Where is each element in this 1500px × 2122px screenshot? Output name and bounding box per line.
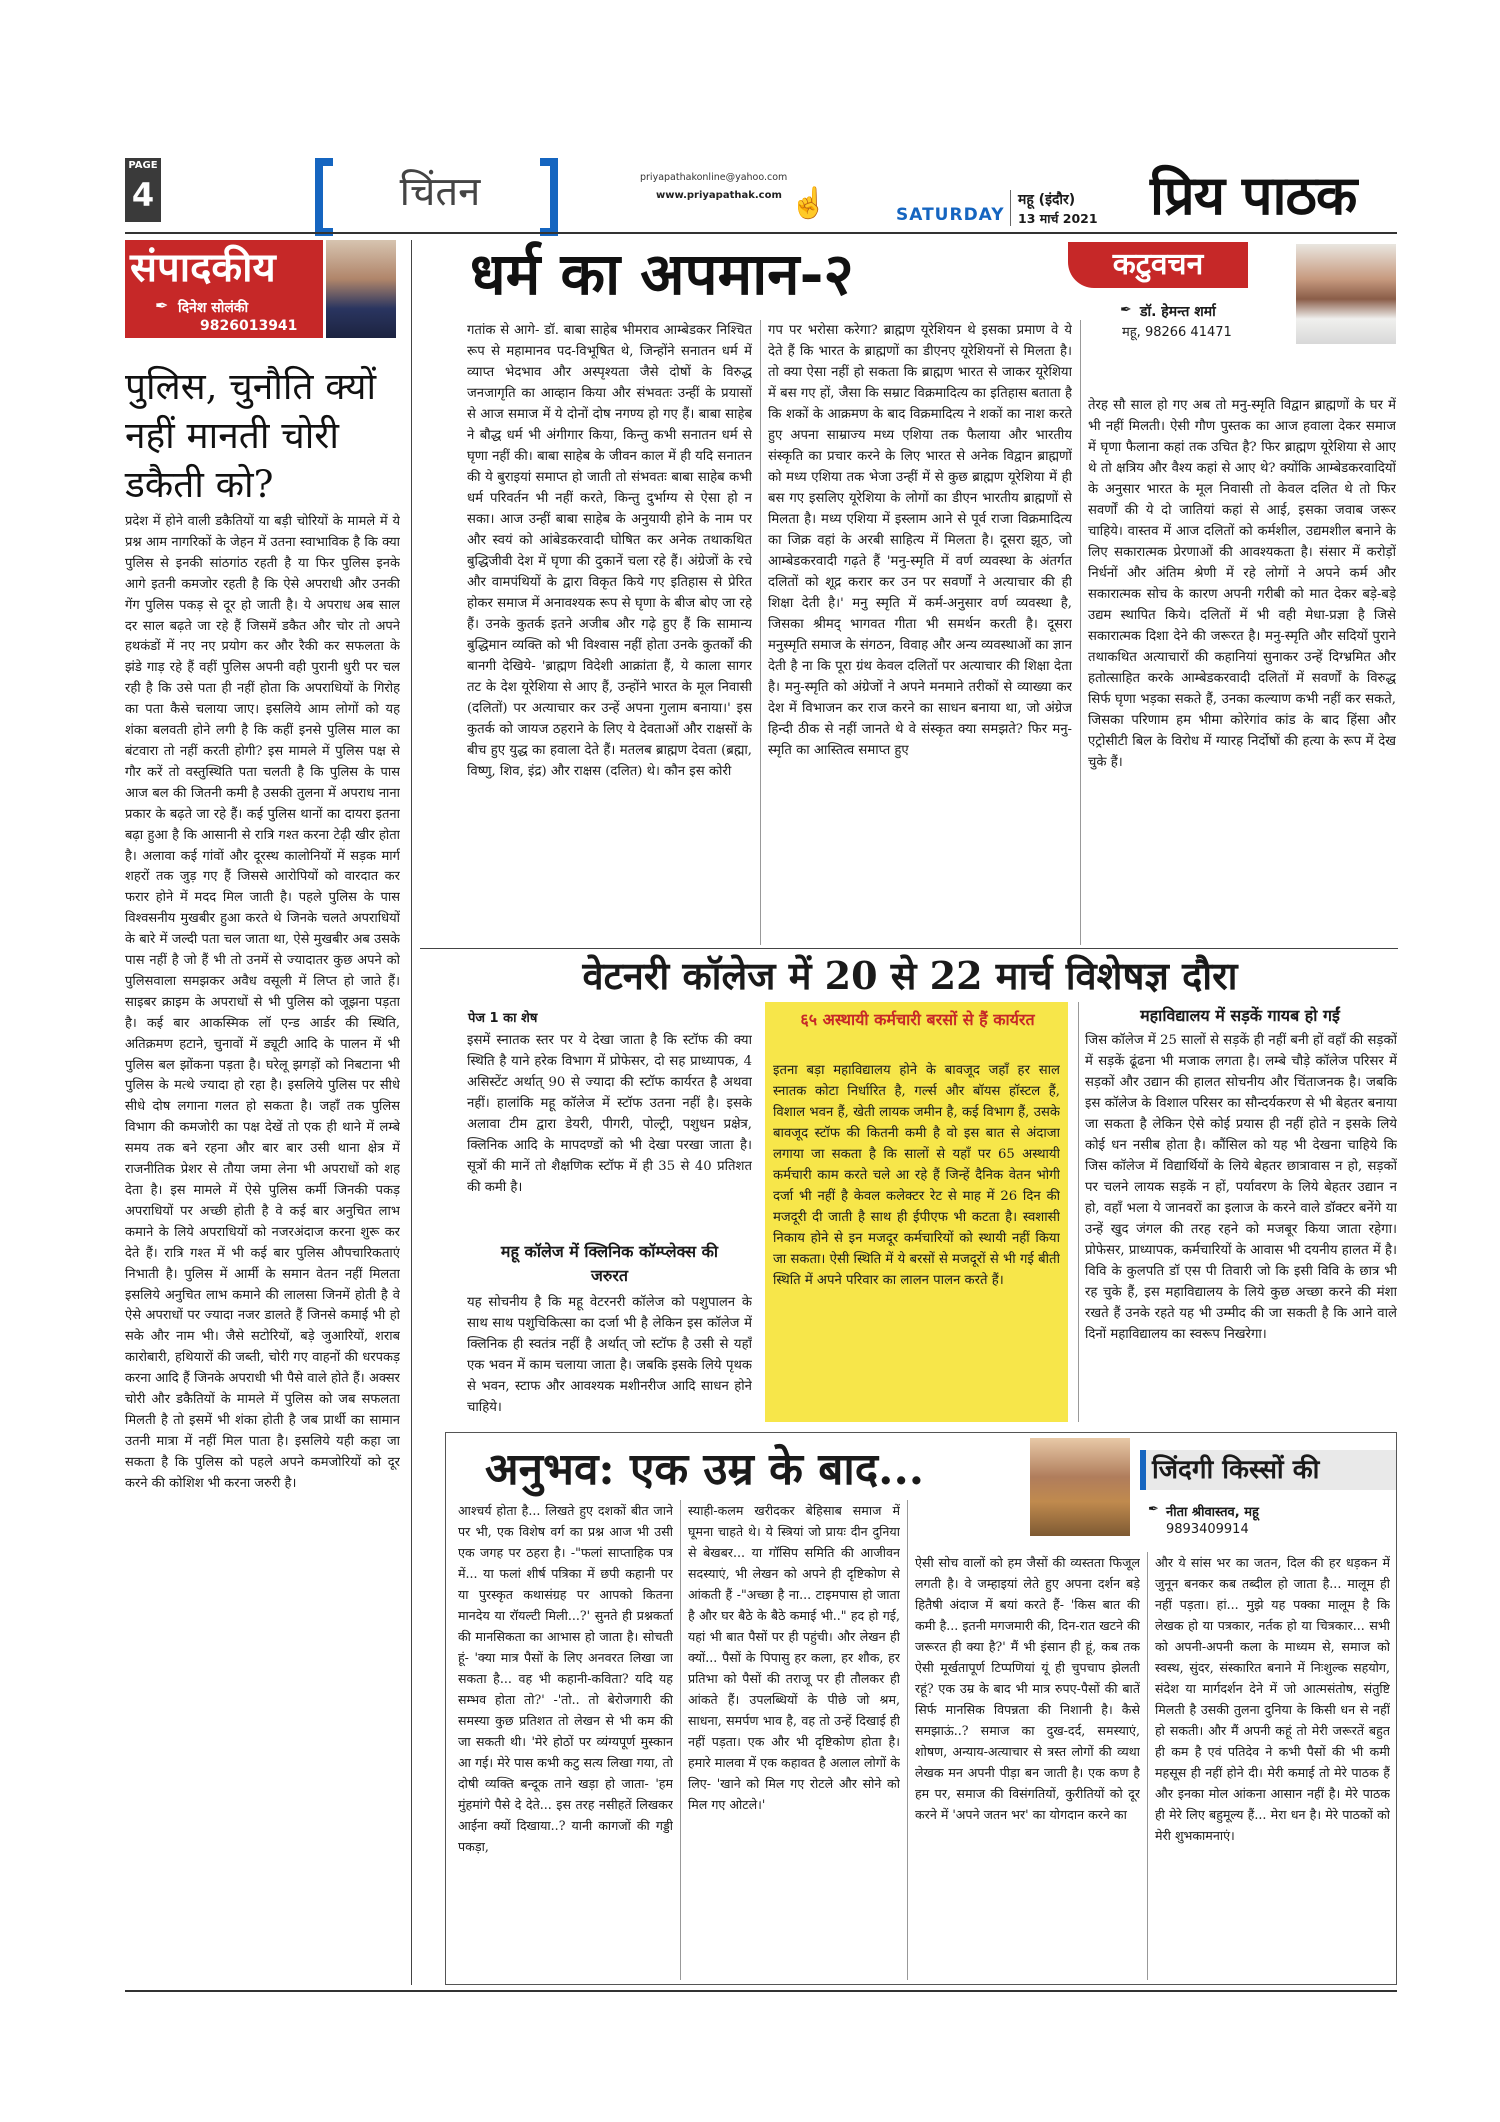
lead-col-2: गप पर भरोसा करेगा? ब्राह्मण यूरेशियन थे इसका प्रमाण वे ये देते हैं कि भारत के ब्राह्मणों का डीएनए यूरेशियनों से मिलता है। तो क्या ऐसा नहीं हो सकता कि ब्राह्मण भारत से जाकर यूरेशिया में बस गए हों, जैसा कि सम्राट विक्रमादित्य का इतिहास बताता है कि शकों के आक्रमण के बाद विक्रमादित्य ने शकों का नाश करते हुए अपना साम्राज्य मध्य एशिया तक फैलाया और भारतीय संस्कृति का प्रचार करने के लिए भारत से अनेक विद्वान ब्राह्मणों को मध्य एशिया तक भेजा उन्हीं में से कुछ ब्राह्मण यूरेशिया में ही बस गए इसलिए यूरेशिया के लोगों का डीएन भारतीय ब्राह्मणों से मिलता है। मध्य एशिया में इस्लाम आने से पूर्व राजा विक्रमादित्य का जिक्र वहां के अरबी साहित्य में मिलता है। दूसरा झूठ, जो आम्बेडकरवादी गढ़ते हैं 'मनु-स्मृति में वर्ण व्यवस्था के अंतर्गत दलितों को शूद्र करार कर उन पर सवर्णों ने अत्याचार की ही शिक्षा देती है।' मनु स्मृति में कर्म-अनुसार वर्ण व्यवस्था है, जिसका श्रीमद् भागवत गीता भी समर्थन करती है। दूसरा मनुस्मृति समाज के संगठन, विवाह और अन्य व्यवस्थाओं का ज्ञान देती है ना कि पूरा ग्रंथ केवल दलितों पर अत्याचार की शिक्षा देता है। मनु-स्मृति को अंग्रेजों ने अपने मनमाने तरीकों से व्याख्या कर देश में विभाजन कर राज करने का साधन बनाया था, जो अंग्रेज हिन्दी ठीक से नहीं जानते थे वे संस्कृत क्या समझते? फिर मनु-स्मृति का आस्तित्व समाप्त हुए: [768, 323, 1072, 758]
katuvachan-text: कटुवचन: [1112, 247, 1204, 282]
section-title: चिंतन: [399, 169, 481, 215]
anubhav-divider-3: [1147, 1552, 1148, 1980]
vet-col-1a: इसमें स्नातक स्तर पर ये देखा जाता है कि स्टॉफ की क्या स्थिति है याने हरेक विभाग में प्रोफेसर, दो सह प्राध्यापक, 4 असिस्टेंट अर्थात् 90 से ज्यादा की स्टॉफ कार्यरत है अथवा नहीं। हालांकि महू कॉलेज में स्टॉफ उतना नहीं है। इसके अलावा टीम द्वारा डेयरी, पीगरी, पोल्ट्री, पशुधन प्रक्षेत्र, क्लिनिक आदि के मापदण्डों को भी देखा परखा जाता है। सूत्रों की मानें तो शैक्षणिक स्टॉफ में ही 35 से 40 प्रतिशत की कमी है।: [467, 1033, 752, 1195]
editorial-phone: 9826013941: [200, 318, 298, 334]
lead-headline: धर्म का अपमान-२: [470, 240, 854, 308]
vet-col3-title: महाविद्यालय में सड़कें गायब हो गईं: [1140, 1006, 1340, 1025]
vet-col-3: जिस कॉलेज में 25 सालों से सड़कें ही नहीं बनी हों वहाँ की सड़कों में सड़कें ढूंढना भी मजाक लगता है। लम्बे चौड़े कॉलेज परिसर में सड़कों और उद्यान की हालत सोचनीय और चिंताजनक है। जबकि इस कॉलेज के विशाल परिसर का सौन्दर्यकरण से भी बेहतर बनाया जा सकता है लेकिन ऐसे कोई प्रयास ही नहीं होते न इसके लिये कोई धन नसीब होता है। कौंसिल को यह भी देखना चाहिये कि जिस कॉलेज में विद्यार्थियों के लिये बेहतर छात्रावास न हो, सड़कों पर चलने लायक सड़कें न हों, पर्यावरण के लिये बेहतर उद्यान न हो, वहाँ भला ये जानवरों का इलाज के करने वाले डॉक्टर बनेंगे या उन्हें खुद जंगल की तरह रहने को मजबूर किया जाता रहेगा। प्रोफेसर, प्राध्यापक, कर्मचारियों के आवास भी दयनीय हालत में है। विवि के कुलपति डॉ एस पी तिवारी जो कि इसी विवि के छात्र भी रह चुके हैं, इस महाविद्यालय के लिये कुछ अच्छा करने की मंशा रखते हैं उनके रहते यह भी उम्मीद की जा सकती है कि आने वाले दिनों महाविद्यालय का स्वरूप निखरेगा।: [1085, 1033, 1397, 1342]
bracket-right: [540, 158, 558, 236]
anubhav-col-4: और ये सांस भर का जतन, दिल की हर धड़कन में जुनून बनकर कब तब्दील हो जाता है... मालूम ही नहीं पड़ता। हां... मुझे यह पक्का मालूम है कि लेखक हो या पत्रकार, नर्तक हो या चित्रकार... सभी को अपनी-अपनी कला के माध्यम से, समाज को स्वस्थ, सुंदर, संस्कारित बनाने में निःशुल्क सहयोग, संदेश या मार्गदर्शन देने में जो आत्मसंतोष, संतुष्टि मिलती है उसकी तुलना दुनिया के किसी धन से नहीं हो सकती। और मैं अपनी कहूं तो मेरी जरूरतें बहुत ही कम है एवं पतिदेव ने कभी पैसों की भी कमी महसूस ही नहीं होने दी। मेरी कमाई तो मेरे पाठक हैं और इनका मोल आंकना आसान नहीं है। मेरे पाठक ही मेरे लिए बहुमूल्य हैं... मेरा धन है। मेरे पाठकों को मेरी शुभकामनाएं।: [1155, 1555, 1390, 1843]
header-divider: [1010, 190, 1011, 226]
anubhav-author-photo: [1030, 1438, 1130, 1536]
lead-bottom-rule: [420, 948, 1398, 949]
vet-divider: [1078, 1002, 1079, 1422]
website-text[interactable]: www.priyapathak.com: [656, 190, 782, 201]
pen-icon-lead: ✒: [1120, 302, 1132, 318]
anubhav-author: नीता श्रीवास्तव, महू: [1166, 1505, 1259, 1520]
vet-headline: वेटनरी कॉलेज में 20 से 22 मार्च विशेषज्ञ दौरा: [582, 953, 1238, 998]
city-label: महू (इंदौर): [1018, 192, 1076, 208]
email-text: priyapathakonline@yahoo.com: [640, 172, 788, 183]
pen-icon-anubhav: ✒: [1148, 1502, 1159, 1517]
page-label: PAGE: [128, 160, 158, 171]
vet-kicker: पेज 1 का शेष: [468, 1011, 538, 1026]
anubhav-divider-2: [907, 1500, 908, 1980]
date-label: 13 मार्च 2021: [1018, 211, 1098, 226]
page-number: 4: [131, 176, 155, 214]
lead-col-1: गतांक से आगे- डॉ. बाबा साहेब भीमराव आम्बेडकर निश्चित रूप से महामानव पद-विभूषित थे, जिन्होंने सनातन धर्म में व्याप्त भेदभाव और अस्पृश्यता जैसे दोषों के विरुद्ध जनजागृति का आव्हान किया और संभवतः उन्हीं के प्रयासों से आज समाज में ये दोनों दोष नगण्य हो गए हैं। बाबा साहेब ने बौद्ध धर्म भी अंगीगार किया, किन्तु कभी सनातन धर्म से घृणा नहीं की। बाबा साहेब के जीवन काल में ही यदि सनातन की ये बुराइयां समाप्त हो जाती तो संभवतः बाबा साहेब कभी धर्म परिवर्तन भी नहीं करते, किन्तु दुर्भाग्य से ऐसा हो न सका। आज उन्हीं बाबा साहेब के अनुयायी होने के नाम पर और स्वयं को आंबेडकरवादी घोषित कर अनेक तथाकथित बुद्धिजीवी देश में घृणा की दुकानें चला रहे हैं। अंग्रेजों के रचे और वामपंथियों के द्वारा विकृत किये गए इतिहास से प्रेरित होकर समाज में अनावश्यक रूप से घृणा के बीज बोए जा रहे हैं। उनके कुतर्क इतने अजीब और गढ़े हुए हैं कि सामान्य बुद्धिमान व्यक्ति को भी विश्वास नहीं होता उनके कुतर्कों की बानगी देखिये- 'ब्राह्मण विदेशी आक्रांता हैं, ये काला सागर तट के देश यूरेशिया से आए हैं, उन्होंने भारत के मूल निवासी (दलितों) पर अत्याचार कर उन्हें अपना गुलाम बनाया।' इस कुतर्क को जायज ठहराने के लिए ये देवताओं और राक्षसों के बीच हुए युद्ध का हवाला देते हैं। मतलब ब्राह्मण देवता (ब्रह्मा, विष्णु, शिव, इंद्र) और राक्षस (दलित) थे। कौन इस कोरी: [467, 323, 752, 779]
day-label: SATURDAY: [896, 205, 1005, 225]
anubhav-headline: अनुभव: एक उम्र के बाद...: [485, 1444, 925, 1495]
masthead: प्रिय पाठक: [1150, 164, 1357, 227]
editorial-badge-text: संपादकीय: [130, 244, 276, 291]
editorial-divider: [411, 240, 412, 1985]
lead-author: डॉ. हेमन्त शर्मा: [1140, 304, 1216, 320]
lead-divider-2: [1080, 320, 1081, 945]
bracket-left: [315, 158, 333, 236]
vet-box-title: ६५ अस्थायी कर्मचारी बरसों से हैं कार्यरत: [800, 1010, 1035, 1029]
vet-box-body: इतना बड़ा महाविद्यालय होने के बावजूद जहाँ हर साल स्नातक कोटा निर्धारित है, गर्ल्स और बॉयस हॉस्टल हैं, विशाल भवन हैं, खेती लायक जमीन है, कई विभाग हैं, उसके बावजूद स्टॉफ की कितनी कमी है वो इस बात से अंदाजा लगाया जा सकता है कि सालों से यहाँ पर 65 अस्थायी कर्मचारी काम करते चले आ रहे हैं जिन्हें दैनिक वेतन भोगी दर्जा भी नहीं है केवल कलेक्टर रेट से माह में 26 दिन की मजदूरी दी जाती है साथ ही ईपीएफ भी कटता है। स्वशासी निकाय होने से इन मजदूर कर्मचारियों को स्थायी नहीं किया जा सकता। ऐसी स्थिति में ये बरसों से मजदूरों से भी गई बीती स्थिति में अपने परिवार का लालन पालन करते हैं।: [773, 1063, 1060, 1288]
hand-pointer-icon: ☝: [790, 186, 828, 221]
lead-author-photo: [1296, 244, 1396, 344]
footer-rule: [125, 1990, 1397, 1992]
anubhav-col-3: ऐसी सोच वालों को हम जैसों की व्यस्तता फिजूल लगती है। वे जम्हाइयां लेते हुए अपना दर्शन बड़े हितैषी अंदाज में बयां करते हैं- 'किस बात की कमी है... इतनी मगजमारी की, दिन-रात खटने की जरूरत ही क्या है?' मैं भी इंसान ही हूं, कब तक ऐसी मूर्खतापूर्ण टिप्पणियां यूं ही चुपचाप झेलती रहूं? एक उम्र के बाद भी मात्र रुपए-पैसों की बातें सिर्फ मानसिक विपन्नता की निशानी है। कैसे समझाऊं..? समाज का दुख-दर्द, समस्याएं, शोषण, अन्याय-अत्याचार से त्रस्त लोगों की व्यथा लेखक मन अपनी पीड़ा बन जाती है। एक कण है हम पर, समाज की विसंगतियों, कुरीतियों को दूर करने में 'अपने जतन भर' का योगदान करने का: [915, 1555, 1140, 1822]
pen-icon: ✒: [155, 296, 169, 315]
anubhav-col-1: आश्चर्य होता है... लिखते हुए दशकों बीत जाने पर भी, एक विशेष वर्ग का प्रश्न आज भी उसी एक जगह पर ठहरा है। -"फलां साप्ताहिक पत्र में... या फलां शीर्ष पत्रिका में छपी कहानी पर या पुरस्कृत कथासंग्रह पर आपको कितना मानदेय या रॉयल्टी मिली...?' सुनते ही प्रश्नकर्ता की मानसिकता का आभास हो जाता है। सोचती हूं- 'क्या मात्र पैसों के लिए अनवरत लिखा जा सकता है... वह भी कहानी-कविता? यदि यह सम्भव होता तो?' -'तो.. तो बेरोजगारी की समस्या कुछ प्रतिशत तो लेखन से भी कम की जा सकती थी। 'मेरे होठों पर व्यंग्यपूर्ण मुस्कान आ गई। मेरे पास कभी कटु सत्य लिखा गया, तो दोषी व्यक्ति बन्दूक ताने खड़ा हो जाता- 'हम मुंहमांगे पैसे दे देते... इस तरह नसीहतें लिखकर आईना क्यों दिखाया..? यानी कागजों की गड्डी पकड़ा,: [458, 1503, 673, 1854]
kisson-text: जिंदगी किस्सों की: [1152, 1455, 1320, 1485]
anubhav-phone: 9893409914: [1166, 1522, 1249, 1537]
anubhav-divider-1: [680, 1500, 681, 1980]
vet-subhead: महू कॉलेज में क्लिनिक कॉम्प्लेक्स की जरुरत: [500, 1242, 719, 1285]
lead-col-3: तेरह सौ साल हो गए अब तो मनु-स्मृति विद्वान ब्राह्मणों के घर में भी नहीं मिलती। ऐसी गौण पुस्तक का आज हवाला देकर समाज में घृणा फैलाना कहां तक उचित है? फिर ब्राह्मण यूरेशिया से आए थे तो क्षत्रिय और वैश्य कहां से आए थे? क्योंकि आम्बेडकरवादियों के अनुसार भारत के मूल निवासी तो केवल दलित थे तो फिर सवर्णों की ये दो जातियां कहां से आई, इसका जवाब जरूर चाहिये। वास्तव में आज दलितों को कर्मशील, उद्यमशील बनाने के लिए सकारात्मक प्रेरणाओं की आवश्यकता है। संसार में करोड़ों निर्धनों और अंतिम श्रेणी में रहे लोगों ने अपने कर्म और सकारात्मक सोच के कारण अपनी गरीबी को मात देकर बड़े-बड़े उद्यम स्थापित किये। दलितों में भी वही मेधा-प्रज्ञा है जिसे सकारात्मक दिशा देने की जरूरत है। मनु-स्मृति और सदियों पुराने तथाकथित अत्याचारों की कहानियां सुनाकर उन्हें दिग्भ्रमित और हतोत्साहित करके आम्बेडकरवादी दलितों में सवर्णों के विरुद्ध सिर्फ घृणा भड़का सकते हैं, उनका कल्याण कभी नहीं कर सकते, जिसका परिणाम हम भीमा कोरेगांव कांड के बाद हिंसा और एट्रोसीटी बिल के विरोध में ग्यारह निर्दोषों की हत्या के रूप में देख चुके हैं।: [1088, 398, 1396, 770]
header-rule: [125, 232, 1397, 234]
editorial-headline: पुलिस, चुनौति क्यों नहीं मानती चोरी डकैती को?: [125, 365, 377, 506]
editorial-body: प्रदेश में होने वाली डकैतियों या बड़ी चोरियों के मामले में ये प्रश्न आम नागरिकों के जेहन में उतना स्वाभाविक है कि क्या पुलिस से इनकी सांठगांठ रहती है या फिर पुलिस इनके आगे इतनी कमजोर रहती है कि ऐसे अपराधी और उनकी गेंग पुलिस पकड़ से दूर हो जाती है। ये अपराध अब साल दर साल बढ़ते जा रहे हैं जिसमें डकैत और चोर तो अपने हथकंडों में नए नए प्रयोग कर और रैकी कर सफलता के झंडे गाड़ रहे हैं वहीं पुलिस अपनी वही पुरानी धुरी पर चल रही है कि उसे पता ही नहीं होता कि अपराधियों के गिरोह का पता कैसे चलाया जाए। इसलिये आम लोगों को यह शंका बलवती होने लगी है कि कहीं इनसे पुलिस माल का बंटवारा तो नहीं करती होगी? इस मामले में पुलिस पक्ष से गौर करें तो वस्तुस्थिति पता चलती है कि पुलिस के पास आज बल की जितनी कमी है उसकी तुलना में अपराध नाना प्रकार के बढ़ते जा रहे हैं। कई पुलिस थानों का दायरा इतना बढ़ा हुआ है कि आसानी से रात्रि गश्त करना टेढ़ी खीर होता है। अलावा कई गांवों और दूरस्थ कालोनियों में सड़क मार्ग शहरों तक जुड़ गए हैं जिससे आरोपियों को वारदात कर फरार होने में मदद मिल जाती है। पहले पुलिस के पास विश्वसनीय मुखबीर हुआ करते थे जिनके चलते अपराधियों के बारे में जल्दी पता चल जाता था, ऐसे मुखबीर अब उसके पास नहीं है जो हैं भी तो उनमें से ज्यादातर कुछ अपने को पुलिसवाला समझकर अवैध वसूली में लिप्त हो जाते हैं। साइबर क्राइम के अपराधों से भी पुलिस को जूझना पड़ता है। कई बार आकस्मिक लॉ एन्ड आर्डर की स्थिति, अतिक्रमण हटाने, चुनावों में ड्यूटी आदि के पालन में भी पुलिस बल झोंकना पड़ता है। घरेलू झगड़ों को निबटाना भी पुलिस के मत्थे ज्यादा हो रहा है। इसलिये पुलिस पर सीधे सीधे दोष लगाना गलत हो सकता है। जहाँ तक पुलिस विभाग की कमजोरी का पक्ष देखें तो एक ही थाने में लम्बे समय तक बने रहना और बार बार उसी थाना क्षेत्र में राजनीतिक प्रेशर से तौया जमा लेना भी अपराधों को शह देता है। इस मामले में ऐसे पुलिस कर्मी जिनकी पकड़ अपराधियों पर अच्छी होती है वे कई बार अनुचित लाभ कमाने के लिये अपराधियों को नजरअंदाज करना शुरू कर देते हैं। रात्रि गश्त में भी कई बार पुलिस औपचारिकताएं निभाती है। पुलिस में आर्मी के समान वेतन नहीं मिलता इसलिये अनुचित लाभ कमाने की लालसा जिनमें होती है वे ऐसे अपराधों पर ज्यादा नजर डालते हैं जिनसे कमाई भी हो सके और नाम भी। जैसे सटोरियों, बड़े जुआरियों, शराब कारोबारी, हथियारों की जब्ती, चोरी गए वाहनों की धरपकड़ करना आदि हैं जिनके अपराधी भी पैसे वाले होते हैं। अक्सर चोरी और डकैतियों के मामले में पुलिस को जब सफलता मिलती है तो इसमें भी शंका होती है जब प्रार्थी का सामान उतनी मात्रा में नहीं मिल पाता है। इसलिये यही कहा जा सकता है कि पुलिस को पहले अपने कमजोरियों को दूर करने की कोशिश भी करना जरुरी है।: [125, 514, 400, 1491]
anubhav-col-2: स्याही-कलम खरीदकर बेहिसाब समाज में घूमना चाहते थे। ये स्त्रियां जो प्रायः दीन दुनिया से बेखबर... या गॉसिप समिति की आजीवन सदस्याएं, भी लेखन को अपने ही दृष्टिकोण से आंकती हैं -"अच्छा है ना... टाइमपास हो जाता है और घर बैठे के बैठे कमाई भी.." हद हो गई, यहां भी बात पैसों पर ही पहुंची। और लेखन ही क्यों... पैसों के पिपासु हर कला, हर शौक, हर प्रतिभा को पैसों की तराजू पर ही तौलकर ही आंकते हैं। उपलब्धियों के पीछे जो श्रम, साधना, समर्पण भाव है, वह तो उन्हें दिखाई ही नहीं पड़ता। एक और भी दृष्टिकोण होता है। हमारे मालवा में एक कहावत है अलाल लोगों के लिए- 'खाने को मिल गए रोटले और सोने को मिल गए ओटले।': [688, 1503, 900, 1812]
lead-author-line: महू, 98266 41471: [1122, 325, 1232, 340]
lead-divider-1: [760, 320, 761, 945]
author-photo: [326, 240, 396, 338]
editorial-author: दिनेश सोलंकी: [178, 300, 249, 316]
vet-col-1b: यह सोचनीय है कि महू वेटरनरी कॉलेज को पशुपालन के साथ साथ पशुचिकित्सा का दर्जा भी है लेकिन इस कॉलेज में क्लिनिक ही स्वतंत्र नहीं है अर्थात् जो स्टॉफ है उसी से यहाँ एक भवन में काम चलाया जाता है। जबकि इसके लिये पृथक से भवन, स्टाफ और आवश्यक मशीनरीज आदि साधन होने चाहिये।: [467, 1295, 752, 1415]
